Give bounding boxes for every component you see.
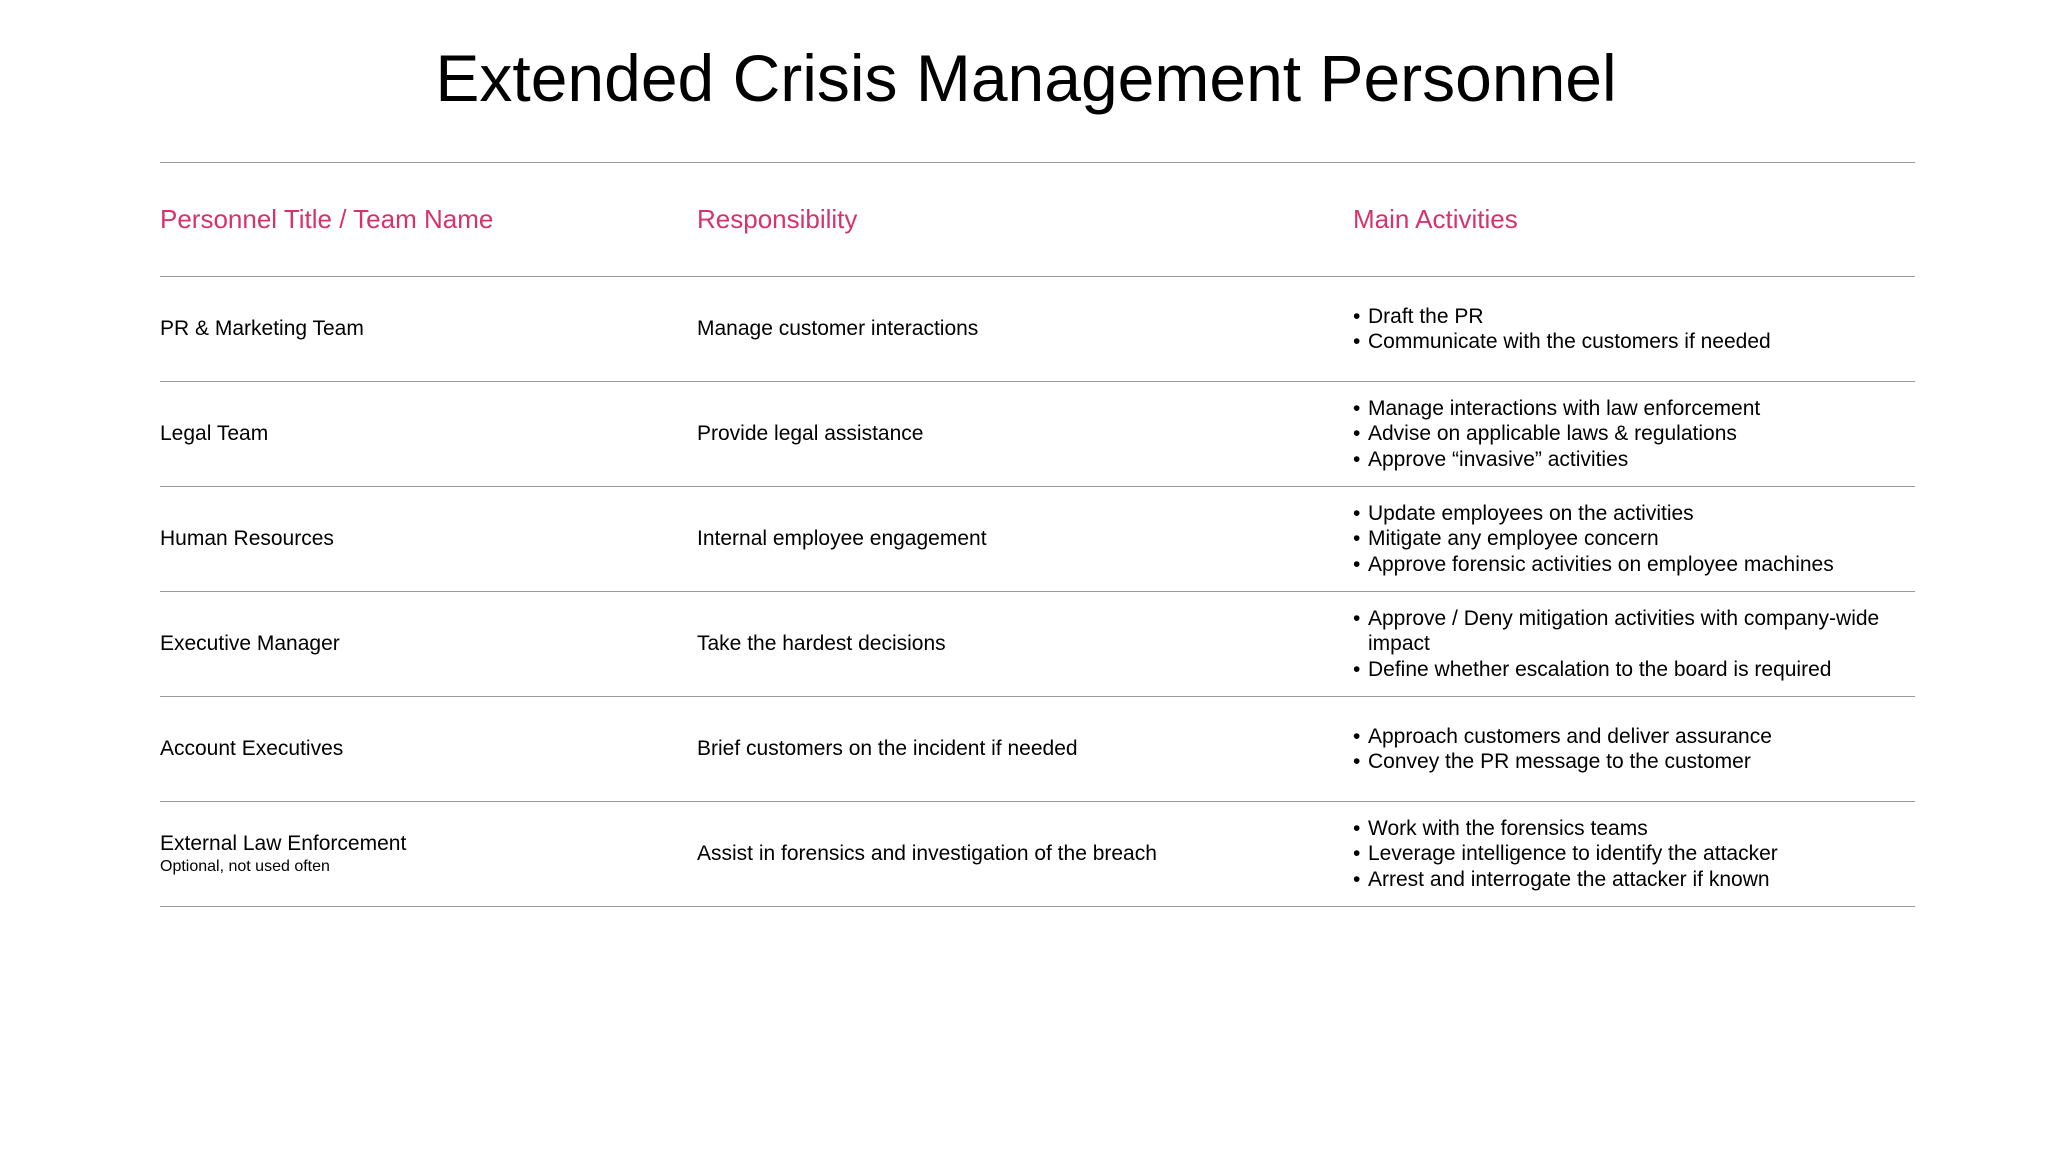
activity-item: • Define whether escalation to the board is required bbox=[1353, 657, 1915, 683]
activity-item: • Draft the PR bbox=[1353, 304, 1915, 330]
table-row bbox=[160, 486, 1915, 591]
activities-list bbox=[1353, 816, 1915, 893]
personnel-title-cell bbox=[160, 487, 690, 591]
responsibility-cell: Manage customer interactions bbox=[697, 317, 979, 341]
responsibility-cell: Take the hardest decisions bbox=[697, 632, 946, 656]
column-header-responsibility: Responsibility bbox=[697, 204, 858, 234]
activities-cell bbox=[1353, 382, 1915, 486]
personnel-title: Human Resources bbox=[160, 527, 334, 551]
activities-list bbox=[1353, 396, 1915, 473]
activity-item: • Advise on applicable laws & regulations bbox=[1353, 421, 1915, 447]
activities-cell bbox=[1353, 277, 1915, 381]
personnel-title: PR & Marketing Team bbox=[160, 317, 364, 341]
activity-item: • Update employees on the activities bbox=[1353, 501, 1915, 527]
activities-cell bbox=[1353, 697, 1915, 801]
activities-list bbox=[1353, 724, 1915, 775]
activity-item: • Approve / Deny mitigation activities with company-wide impact bbox=[1353, 606, 1915, 657]
personnel-title: Account Executives bbox=[160, 737, 344, 761]
page-title: Extended Crisis Management Personnel bbox=[435, 41, 1617, 115]
activities-cell bbox=[1353, 592, 1915, 696]
personnel-title-cell bbox=[160, 592, 690, 696]
table-row bbox=[160, 696, 1915, 801]
activity-item: • Leverage intelligence to identify the attacker bbox=[1353, 841, 1915, 867]
personnel-title-cell bbox=[160, 382, 690, 486]
activity-item: • Approve “invasive” activities bbox=[1353, 447, 1915, 473]
personnel-title: External Law Enforcement bbox=[160, 832, 407, 856]
activity-item: • Mitigate any employee concern bbox=[1353, 526, 1915, 552]
activity-item: • Work with the forensics teams bbox=[1353, 816, 1915, 842]
activity-item: • Communicate with the customers if needed bbox=[1353, 329, 1915, 355]
activities-cell bbox=[1353, 802, 1915, 906]
table-row bbox=[160, 276, 1915, 381]
responsibility-cell: Assist in forensics and investigation of the breach bbox=[697, 842, 1157, 866]
activities-list bbox=[1353, 501, 1915, 578]
column-header-activities: Main Activities bbox=[1353, 204, 1518, 234]
activity-item: • Convey the PR message to the customer bbox=[1353, 749, 1915, 775]
responsibility-cell: Provide legal assistance bbox=[697, 422, 924, 446]
personnel-title-cell bbox=[160, 802, 690, 906]
personnel-note: Optional, not used often bbox=[160, 857, 330, 875]
table-row bbox=[160, 381, 1915, 486]
table-header-row bbox=[160, 162, 1915, 276]
personnel-title: Legal Team bbox=[160, 422, 269, 446]
personnel-title-cell bbox=[160, 697, 690, 801]
responsibility-cell: Brief customers on the incident if needed bbox=[697, 737, 1078, 761]
personnel-title-cell bbox=[160, 277, 690, 381]
activity-item: • Approve forensic activities on employee machines bbox=[1353, 552, 1915, 578]
table-row bbox=[160, 591, 1915, 696]
activities-list bbox=[1353, 606, 1915, 683]
activity-item: • Approach customers and deliver assurance bbox=[1353, 724, 1915, 750]
personnel-title: Executive Manager bbox=[160, 632, 340, 656]
personnel-table bbox=[160, 162, 1915, 907]
activity-item: • Arrest and interrogate the attacker if known bbox=[1353, 867, 1915, 893]
activity-item: • Manage interactions with law enforcement bbox=[1353, 396, 1915, 422]
table-row bbox=[160, 801, 1915, 907]
responsibility-cell: Internal employee engagement bbox=[697, 527, 987, 551]
activities-cell bbox=[1353, 487, 1915, 591]
column-header-title: Personnel Title / Team Name bbox=[160, 204, 494, 234]
activities-list bbox=[1353, 304, 1915, 355]
